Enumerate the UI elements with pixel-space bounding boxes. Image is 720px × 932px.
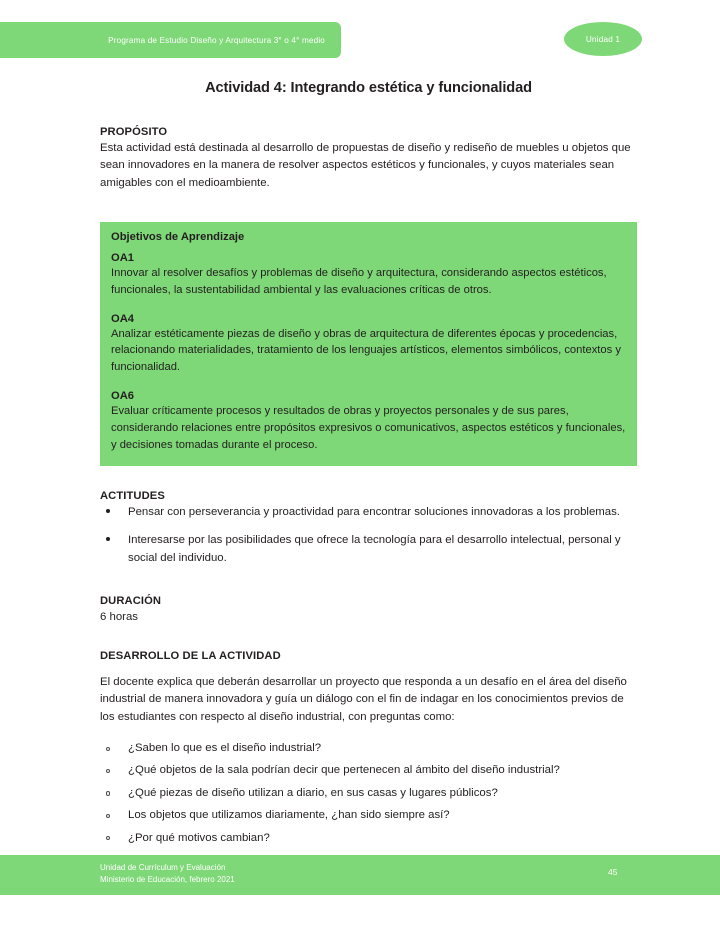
proposito-text: Esta actividad está destinada al desarrollo de propuestas de diseño y rediseño de muebles u objetos que sean innovadores en la manera de resolver aspectos estéticos y funcionales, y cuyos materiales sean amigables con el medioambiente. xyxy=(100,142,631,189)
footer-line-1: Unidad de Currículum y Evaluación xyxy=(100,863,226,872)
objetivo-item xyxy=(111,252,626,299)
section-proposito xyxy=(100,126,637,192)
circle-bullet-icon xyxy=(106,791,110,795)
desarrollo-heading: DESARROLLO DE LA ACTIVIDAD xyxy=(100,650,281,663)
spacer xyxy=(100,664,637,674)
unit-badge xyxy=(564,22,642,56)
list-item xyxy=(100,810,637,821)
footer-line-2: Ministerio de Educación, febrero 2021 xyxy=(100,875,235,885)
circle-bullet-icon xyxy=(106,769,110,773)
pregunta-text: ¿Por qué motivos cambian? xyxy=(128,831,270,844)
page-title: Actividad 4: Integrando estética y funcionalidad xyxy=(205,80,532,96)
desarrollo-intro: El docente explica que deberán desarrollar un proyecto que responda a un desafío en el área del diseño industrial de manera innovadora y guía un diálogo con el fin de indagar en los conocimientos previos de los estudiantes con respecto al diseño industrial, con preguntas como: xyxy=(100,676,627,723)
duracion-value: 6 horas xyxy=(100,610,138,623)
preguntas-list xyxy=(100,743,637,866)
document-content xyxy=(100,80,637,877)
actitudes-heading: ACTITUDES xyxy=(100,490,165,503)
unit-badge-label: Unidad 1 xyxy=(585,34,621,44)
pregunta-text: ¿Qué piezas de diseño utilizan a diario, en sus casas y lugares públicos? xyxy=(128,786,498,799)
list-item xyxy=(100,788,637,799)
objetivos-box-title: Objetivos de Aprendizaje xyxy=(111,230,245,243)
objetivo-code: OA6 xyxy=(111,389,135,402)
spacer xyxy=(100,578,637,595)
page-number: 45 xyxy=(608,867,618,877)
bullet-icon xyxy=(106,509,110,513)
circle-bullet-icon xyxy=(106,836,110,840)
program-label: Programa de Estudio Diseño y Arquitectura 3° o 4° medio xyxy=(108,35,325,45)
bullet-icon xyxy=(106,537,110,541)
objetivos-aprendizaje-box xyxy=(100,222,637,466)
actitudes-list xyxy=(100,504,637,566)
spacer xyxy=(100,466,637,490)
program-banner xyxy=(0,22,341,58)
objetivo-code: OA4 xyxy=(111,312,135,325)
list-item xyxy=(100,765,637,776)
page-footer xyxy=(0,855,720,895)
list-item xyxy=(100,532,637,566)
section-actitudes xyxy=(100,490,637,566)
duracion-heading: DURACIÓN xyxy=(100,594,162,607)
pregunta-text: ¿Saben lo que es el diseño industrial? xyxy=(128,742,322,754)
page-header xyxy=(0,22,720,58)
objetivo-item xyxy=(111,390,626,453)
section-duracion xyxy=(100,595,637,626)
section-desarrollo xyxy=(100,650,637,866)
pregunta-text: Los objetos que utilizamos diariamente, ¿han sido siempre así? xyxy=(128,809,450,822)
spacer xyxy=(100,192,637,222)
objetivo-text: Analizar estéticamente piezas de diseño y obras de arquitectura de diferentes épocas y procedencias, relacionando materialidades, tratamiento de los lenguajes artísticos, elementos simbólicos, contextos y funcionalidad. xyxy=(111,327,621,374)
objetivo-text: Evaluar críticamente procesos y resultados de obras y proyectos personales y de sus pares, considerando relaciones entre propósitos expresivos o comunicativos, aspectos estéticos y funcionales, y decisiones tomadas durante el proceso. xyxy=(111,404,626,451)
proposito-heading: PROPÓSITO xyxy=(100,126,168,138)
actitud-text: Interesarse por las posibilidades que ofrece la tecnología para el desarrollo intelectual, personal y social del individuo. xyxy=(128,534,621,564)
footer-organization xyxy=(100,862,235,887)
pregunta-text: ¿Qué objetos de la sala podrían decir que pertenecen al ámbito del diseño industrial? xyxy=(128,764,560,777)
spacer xyxy=(100,626,637,650)
actitud-text: Pensar con perseverancia y proactividad para encontrar soluciones innovadoras a los problemas. xyxy=(128,506,620,519)
objetivo-code: OA1 xyxy=(111,251,135,264)
list-item xyxy=(100,743,637,754)
spacer xyxy=(100,726,637,743)
circle-bullet-icon xyxy=(106,814,110,818)
objetivo-item xyxy=(111,313,626,376)
objetivo-text: Innovar al resolver desafíos y problemas de diseño y arquitectura, considerando aspectos estéticos, funcionales, la sustentabilidad ambiental y las evaluaciones críticas de otros. xyxy=(111,266,607,296)
list-item xyxy=(100,504,637,521)
circle-bullet-icon xyxy=(106,747,110,751)
list-item xyxy=(100,833,637,844)
